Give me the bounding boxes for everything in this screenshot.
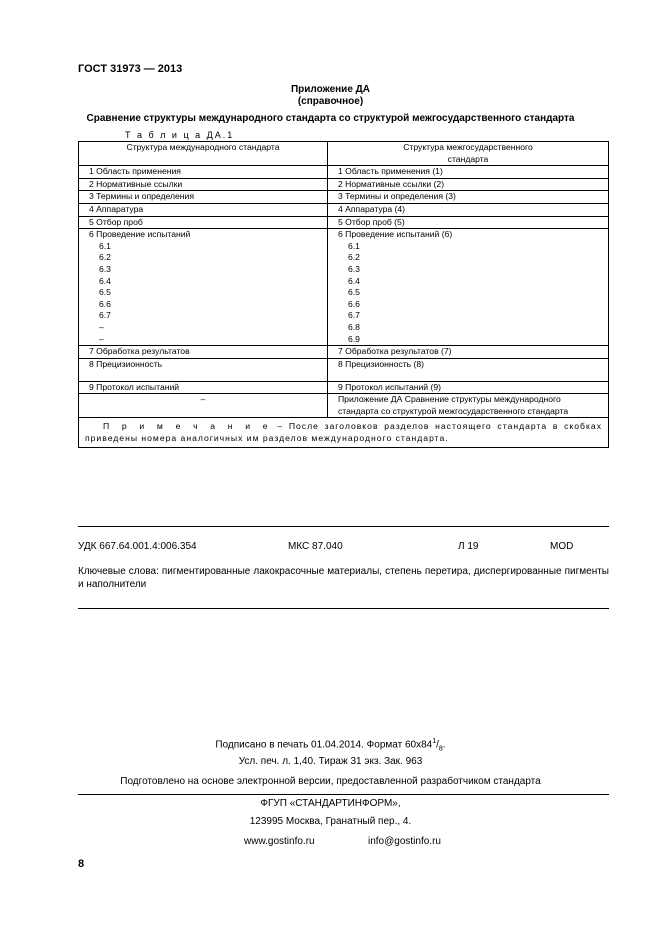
col-interstate-header-line1: Структура межгосударственного bbox=[403, 142, 533, 152]
note-text: – После заголовков разделов настоящего стандарта в скобках приведены номера аналогичных им разделов международного стандарта. bbox=[85, 421, 602, 444]
row3-left: 3 Термины и определения bbox=[79, 191, 328, 204]
row-last-left: – bbox=[79, 394, 328, 418]
row9-right: 9 Протокол испытаний (9) bbox=[328, 381, 609, 394]
section6-left-title: 6 Проведение испытаний bbox=[89, 229, 191, 240]
section6-left-item: 6.5 bbox=[99, 287, 111, 298]
section6-left-item: 6.1 bbox=[99, 240, 111, 251]
sheets-line: Усл. печ. л. 1,40. Тираж 31 экз. Зак. 963 bbox=[238, 756, 423, 767]
row8-left: 8 Прецизионность bbox=[79, 358, 328, 381]
section6-right-item: 6.6 bbox=[348, 298, 360, 309]
table-row bbox=[79, 381, 609, 394]
section6-right-item: 6.1 bbox=[348, 240, 360, 251]
appendix-title: Приложение ДА bbox=[290, 84, 371, 95]
section6-right bbox=[328, 229, 609, 346]
table-row bbox=[79, 346, 609, 359]
udk-code: УДК 667.64.001.4:006.354 bbox=[78, 541, 197, 552]
row5-left: 5 Отбор проб bbox=[79, 216, 328, 229]
email-link[interactable]: info@gostinfo.ru bbox=[368, 836, 441, 847]
row2-right: 2 Нормативные ссылки (2) bbox=[328, 178, 609, 191]
appendix-caption: Сравнение структуры международного стандарта со структурой межгосударственного стандарта bbox=[86, 113, 575, 124]
row8-right: 8 Прецизионность (8) bbox=[328, 358, 609, 381]
signed-line: Подписано в печать 01.04.2014. Формат $60x84^1/_8$. bbox=[215, 738, 446, 753]
row7-right: 7 Обработка результатов (7) bbox=[328, 346, 609, 359]
row4-right: 4 Аппаратура (4) bbox=[328, 203, 609, 216]
table-note bbox=[79, 418, 609, 447]
standard-header: ГОСТ 31973 — 2013 bbox=[78, 63, 183, 75]
row3-right: 3 Термины и определения (3) bbox=[328, 191, 609, 204]
mks-code: МКС 87.040 bbox=[288, 541, 343, 552]
row7-left: 7 Обработка результатов bbox=[79, 346, 328, 359]
section6-left-item: 6.3 bbox=[99, 263, 111, 274]
row1-right: 1 Область применения (1) bbox=[328, 166, 609, 179]
keywords: Ключевые слова: пигментированные лакокрасочные материалы, степень перетира, диспергированные пигменты и наполнители bbox=[78, 566, 609, 590]
section6-right-item: 6.7 bbox=[348, 310, 360, 321]
appendix-kind: (справочное) bbox=[297, 96, 364, 107]
section6-left bbox=[79, 229, 328, 346]
page-number: 8 bbox=[78, 858, 85, 870]
l-code: Л 19 bbox=[458, 541, 479, 552]
section6-left-item: – bbox=[99, 333, 104, 344]
section6-right-item: 6.3 bbox=[348, 263, 360, 274]
table-row bbox=[79, 178, 609, 191]
table-row bbox=[79, 191, 609, 204]
col-international-header: Структура международного стандарта bbox=[79, 142, 328, 166]
row2-left: 2 Нормативные ссылки bbox=[79, 178, 328, 191]
section6-left-item: 6.7 bbox=[99, 310, 111, 321]
section6-right-title: 6 Проведение испытаний (6) bbox=[338, 229, 453, 240]
bibliographic-bottom-rule bbox=[78, 608, 609, 609]
table-label: Т а б л и ц а ДА.1 bbox=[125, 130, 235, 140]
table-header-row bbox=[79, 142, 609, 166]
publisher-name: ФГУП «СТАНДАРТИНФОРМ», bbox=[260, 798, 401, 809]
row5-right: 5 Отбор проб (5) bbox=[328, 216, 609, 229]
mod-code: MOD bbox=[550, 541, 574, 552]
section6-left-item: 6.6 bbox=[99, 298, 111, 309]
section6-right-item: 6.5 bbox=[348, 287, 360, 298]
row4-left: 4 Аппаратура bbox=[79, 203, 328, 216]
col-interstate-header bbox=[328, 142, 609, 166]
section6-left-item: 6.4 bbox=[99, 275, 111, 286]
prepared-line: Подготовлено на основе электронной версии, предоставленной разработчиком стандарта bbox=[120, 776, 541, 787]
comparison-table bbox=[78, 141, 609, 448]
col-interstate-header-line2: стандарта bbox=[447, 153, 489, 164]
table-note-row bbox=[79, 418, 609, 447]
table-row bbox=[79, 358, 609, 381]
row-last-right-line2: стандарта со структурой межгосударственного стандарта bbox=[338, 405, 569, 416]
row-last-right-line1: Приложение ДА Сравнение структуры международного bbox=[338, 394, 561, 405]
bibliographic-top-rule bbox=[78, 526, 609, 527]
table-row-section6 bbox=[79, 229, 609, 346]
row-last-right bbox=[328, 394, 609, 418]
section6-right-item: 6.4 bbox=[348, 275, 360, 286]
section6-right-item: 6.8 bbox=[348, 321, 360, 332]
table-row bbox=[79, 216, 609, 229]
publisher-address: 123995 Москва, Гранатный пер., 4. bbox=[249, 816, 412, 827]
section6-right-item: 6.2 bbox=[348, 252, 360, 263]
section6-right-item: 6.9 bbox=[348, 333, 360, 344]
section6-left-item: 6.2 bbox=[99, 252, 111, 263]
table-row bbox=[79, 166, 609, 179]
section6-left-item: – bbox=[99, 321, 104, 332]
row1-left: 1 Область применения bbox=[79, 166, 328, 179]
table-row bbox=[79, 203, 609, 216]
row9-left: 9 Протокол испытаний bbox=[79, 381, 328, 394]
imprint-rule bbox=[78, 794, 609, 795]
website-link[interactable]: www.gostinfo.ru bbox=[244, 836, 315, 847]
note-prefix: П р и м е ч а н и е bbox=[103, 421, 272, 432]
table-row-appendix bbox=[79, 394, 609, 418]
